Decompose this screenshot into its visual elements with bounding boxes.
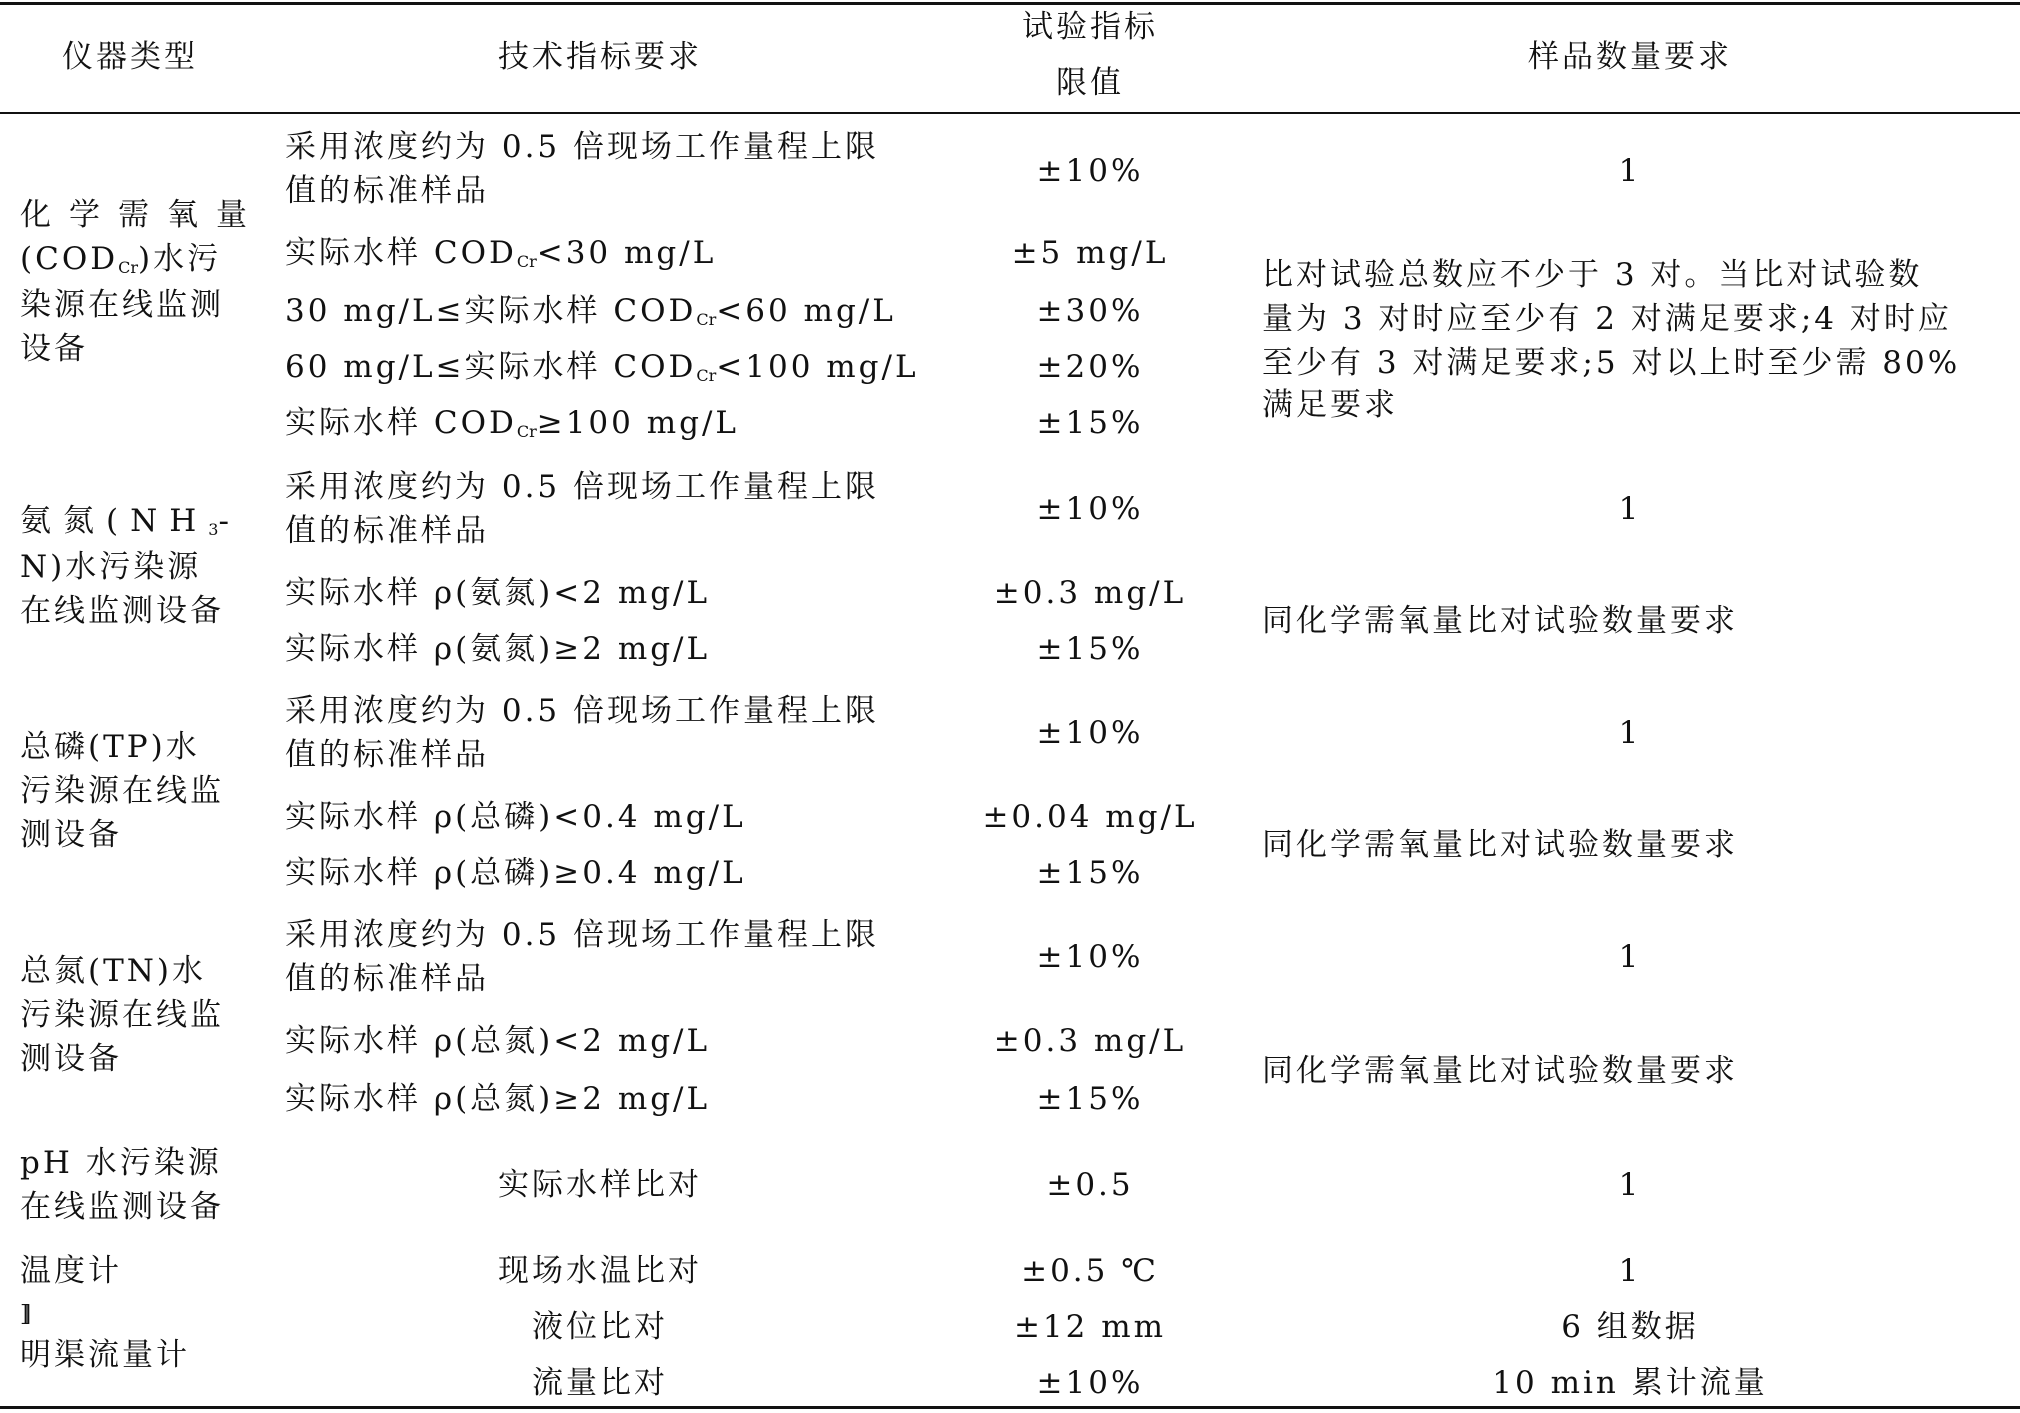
tech-nh3-lt2: 实际水样 ρ(氨氮)<2 mg/L (285, 575, 711, 611)
sample-cod-rule-line4: 满足要求 (1262, 387, 1398, 423)
tech-nh3-standard-line2: 值的标准样品 (285, 513, 489, 549)
type-ph-line1: pH 水污染源 (20, 1145, 222, 1181)
table-bottom-rule (0, 1406, 2020, 1409)
sample-flowmeter-level: 6 组数据 (1561, 1309, 1699, 1345)
sample-flowmeter-flow: 10 min 累计流量 (1492, 1365, 1768, 1401)
type-tn-line2: 污染源在线监 (20, 997, 224, 1033)
type-tn-line3: 测设备 (20, 1041, 122, 1077)
tech-cod-ge100: 实际水样 $COD_{Cr}\ge 100$ mg/L (285, 405, 740, 441)
tech-tn-ge2: 实际水样 ρ(总氮)≥2 mg/L (285, 1081, 711, 1117)
sample-tn-rule: 同化学需氧量比对试验数量要求 (1262, 1053, 1738, 1089)
header-instrument-type: 仪器类型 (62, 39, 198, 75)
limit-tn-ge2: ±15% (1036, 1081, 1144, 1117)
tech-tn-lt2: 实际水样 ρ(总氮)<2 mg/L (285, 1023, 711, 1059)
type-cod-part1: (COD (20, 241, 119, 277)
type-nh3-line2: N)水污染源 (20, 549, 202, 585)
sample-nh3-rule: 同化学需氧量比对试验数量要求 (1262, 603, 1738, 639)
type-ph-line2: 在线监测设备 (20, 1189, 224, 1225)
sample-tp-rule: 同化学需氧量比对试验数量要求 (1262, 827, 1738, 863)
header-test-limit-line2: 限值 (1056, 65, 1124, 101)
limit-flowmeter-flow: ±10% (1036, 1365, 1144, 1401)
sample-cod-standard: 1 (1618, 153, 1642, 189)
sample-cod-rule-line3: 至少有 3 对满足要求;5 对以上时至少需 80% (1262, 345, 1961, 381)
sample-tn-standard: 1 (1618, 939, 1642, 975)
limit-cod-30-60: ±30% (1036, 293, 1144, 329)
table-top-rule (0, 2, 2020, 5)
tech-cod-60-100: 60 mg/L≤实际水样 $COD_{Cr}<100$ mg/L (285, 349, 919, 385)
type-cod-part2: )水污 (137, 241, 222, 277)
tech-cod-30-60: 30 mg/L≤实际水样 $COD_{Cr}<60$ mg/L (285, 293, 896, 329)
limit-nh3-ge2: ±15% (1036, 631, 1144, 667)
header-technical-requirements: 技术指标要求 (498, 39, 702, 75)
limit-nh3-standard: ±10% (1036, 491, 1144, 527)
limit-thermometer: ±0.5 ℃ (1021, 1253, 1159, 1289)
sample-cod-rule-line2: 量为 3 对时应至少有 2 对满足要求;4 对时应 (1262, 301, 1952, 337)
type-flowmeter-mark: ]] (20, 1302, 26, 1327)
tech-tp-lt04: 实际水样 ρ(总磷)<0.4 mg/L (285, 799, 746, 835)
tech-tp-standard-line1: 采用浓度约为 0.5 倍现场工作量程上限 (285, 693, 880, 729)
sample-cod-rule-line1: 比对试验总数应不少于 3 对。当比对试验数 (1262, 257, 1923, 293)
type-tn-line1: 总氮(TN)水 (20, 953, 206, 989)
limit-cod-60-100: ±20% (1036, 349, 1144, 385)
type-cod-line2 (20, 238, 221, 289)
type-flowmeter: 明渠流量计 (20, 1337, 190, 1373)
sample-nh3-standard: 1 (1618, 491, 1642, 527)
tech-nh3-standard-line1: 采用浓度约为 0.5 倍现场工作量程上限 (285, 469, 880, 505)
sample-thermometer: 1 (1618, 1253, 1642, 1289)
type-nh3-line3: 在线监测设备 (20, 593, 224, 629)
tech-tp-ge04: 实际水样 ρ(总磷)≥0.4 mg/L (285, 855, 746, 891)
tech-cod-standard-line2: 值的标准样品 (285, 173, 489, 209)
type-nh3-line1: 氨氮($NH_3-$ (20, 503, 241, 539)
tech-thermometer: 现场水温比对 (498, 1253, 702, 1289)
tech-cod-lt30: 实际水样 $COD_{Cr}<30$ mg/L (285, 235, 717, 271)
header-bottom-rule (0, 112, 2020, 114)
type-cod-line3: 染源在线监测 (20, 287, 224, 323)
type-tp-line2: 污染源在线监 (20, 773, 224, 809)
tech-tp-standard-line2: 值的标准样品 (285, 737, 489, 773)
limit-tn-standard: ±10% (1036, 939, 1144, 975)
type-cod-line4: 设备 (20, 331, 88, 367)
type-tp-line1: 总磷(TP)水 (20, 729, 200, 765)
limit-tn-lt2: ±0.3 mg/L (993, 1023, 1187, 1059)
limit-cod-standard: ±10% (1036, 153, 1144, 189)
tech-flowmeter-flow: 流量比对 (532, 1365, 668, 1401)
limit-tp-ge04: ±15% (1036, 855, 1144, 891)
tech-tn-standard-line2: 值的标准样品 (285, 961, 489, 997)
limit-cod-lt30: ±5 mg/L (1011, 235, 1169, 271)
type-cod-sub: Cr (118, 258, 138, 277)
sample-ph: 1 (1618, 1167, 1642, 1203)
limit-flowmeter-level: ±12 mm (1013, 1309, 1167, 1345)
limit-ph: ±0.5 (1046, 1167, 1134, 1203)
limit-cod-ge100: ±15% (1036, 405, 1144, 441)
type-cod-line1: 化学需氧量 (20, 197, 265, 233)
header-sample-requirements: 样品数量要求 (1528, 39, 1732, 75)
tech-ph: 实际水样比对 (498, 1167, 702, 1203)
tech-flowmeter-level: 液位比对 (532, 1309, 668, 1345)
tech-nh3-ge2: 实际水样 ρ(氨氮)≥2 mg/L (285, 631, 711, 667)
tech-tn-standard-line1: 采用浓度约为 0.5 倍现场工作量程上限 (285, 917, 880, 953)
type-tp-line3: 测设备 (20, 817, 122, 853)
header-test-limit-line1: 试验指标 (1022, 9, 1158, 45)
limit-tp-lt04: ±0.04 mg/L (982, 799, 1198, 835)
limit-nh3-lt2: ±0.3 mg/L (993, 575, 1187, 611)
type-thermometer: 温度计 (20, 1253, 122, 1289)
limit-tp-standard: ±10% (1036, 715, 1144, 751)
sample-tp-standard: 1 (1618, 715, 1642, 751)
tech-cod-standard-line1: 采用浓度约为 0.5 倍现场工作量程上限 (285, 129, 880, 165)
